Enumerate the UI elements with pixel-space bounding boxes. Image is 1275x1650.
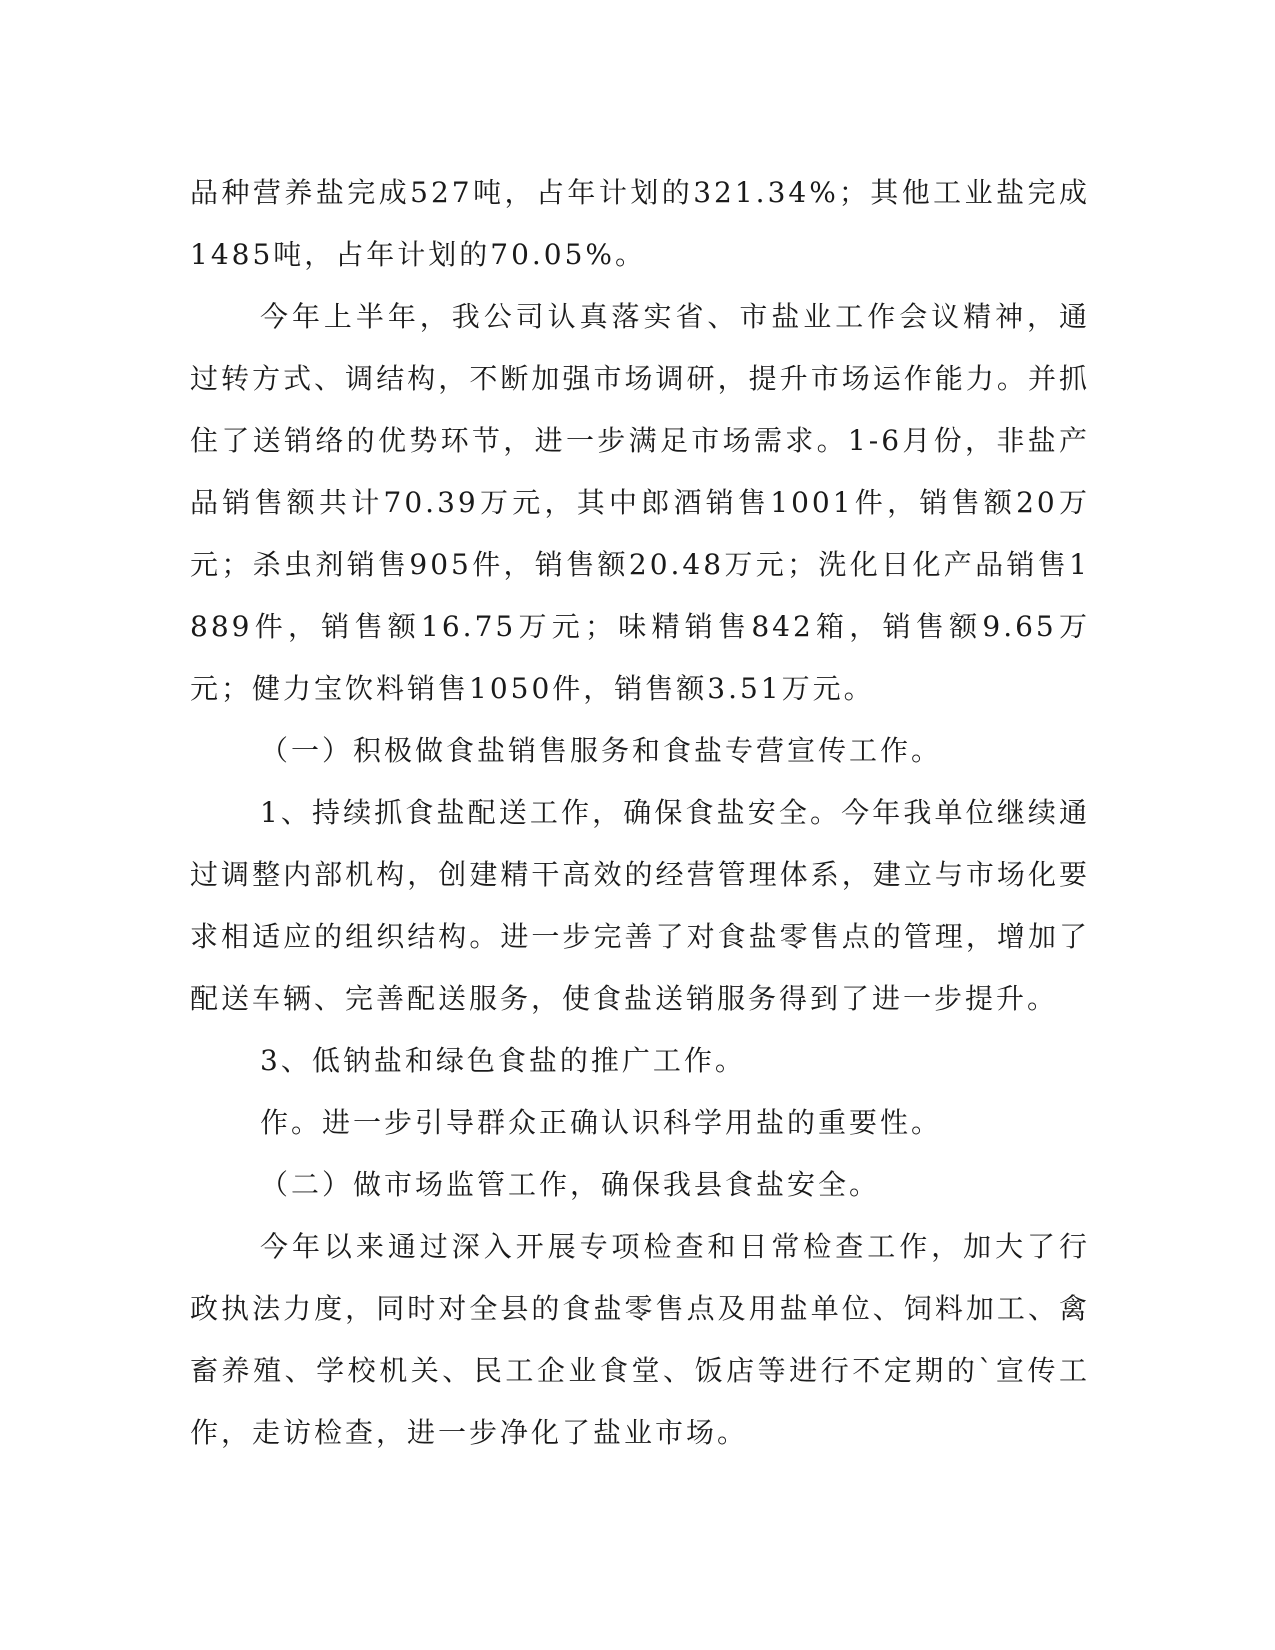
section-heading-salt-sales-service: （一）积极做食盐销售服务和食盐专营宣传工作。 [260, 734, 943, 767]
paragraph-non-salt-sales: 今年上半年，我公司认真落实省、市盐业工作会议精神，通过转方式、调结构，不断加强市场调研，提升市场运作能力。并抓住了送销络的优势环节，进一步满足市场需求。1-6月份，非盐产品销售额共计70.39万元，其中郎酒销售1001件，销售额20万元；杀虫剂销售905件，销售额20.48万元；洗化日化产品销售1889件，销售额16.75万元；味精销售842箱，销售额9.65万元；健力宝饮料销售1050件，销售额3.51万元。 [190, 300, 1090, 705]
section-heading-market-supervision: （二）做市场监管工作，确保我县食盐安全。 [260, 1168, 881, 1201]
paragraph-scientific-salt-use: 作。进一步引导群众正确认识科学用盐的重要性。 [260, 1106, 943, 1139]
paragraph-salt-distribution: 1、持续抓食盐配送工作，确保食盐安全。今年我单位继续通过调整内部机构，创建精干高效的经营管理体系，建立与市场化要求相适应的组织结构。进一步完善了对食盐零售点的管理，增加了配送车辆、完善配送服务，使食盐送销服务得到了进一步提升。 [190, 796, 1090, 1015]
paragraph-salt-sales-summary: 品种营养盐完成527吨，占年计划的321.34%；其他工业盐完成1485吨，占年计划的70.05%。 [190, 176, 1090, 271]
paragraph-inspection-work: 今年以来通过深入开展专项检查和日常检查工作，加大了行政执法力度，同时对全县的食盐零售点及用盐单位、饲料加工、禽畜养殖、学校机关、民工企业食堂、饭店等进行不定期的`宣传工作，走访检查，进一步净化了盐业市场。 [190, 1230, 1090, 1449]
document-body [190, 162, 1090, 1464]
paragraph-low-sodium-promotion: 3、低钠盐和绿色食盐的推广工作。 [260, 1044, 746, 1077]
